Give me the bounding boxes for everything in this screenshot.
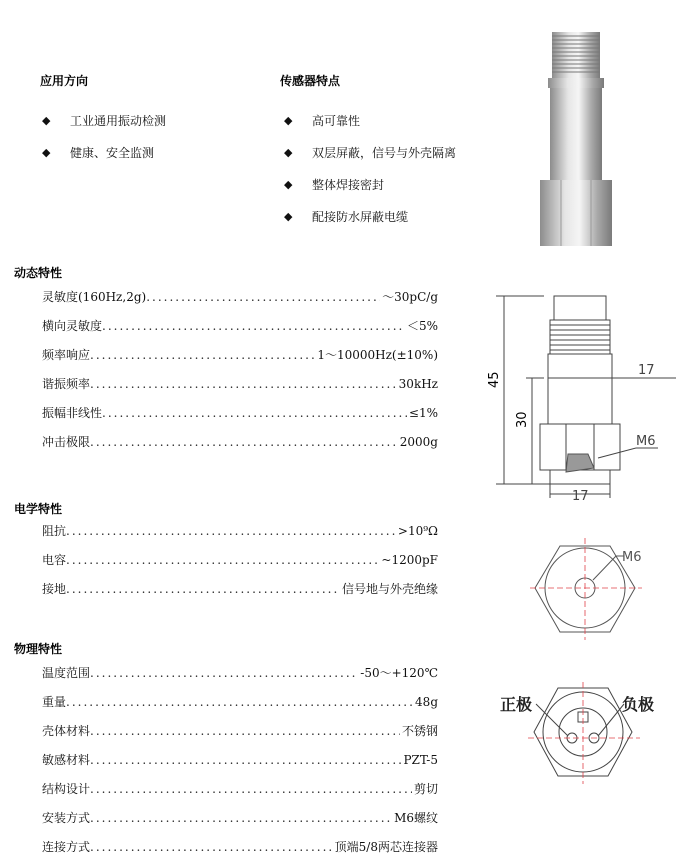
spec-label: 电容 (42, 553, 67, 567)
list-item (284, 104, 456, 136)
features-list (284, 104, 456, 232)
thread-label-side: M6 (636, 434, 656, 449)
list-item (42, 136, 166, 168)
physical-title: 物理特性 (14, 642, 63, 656)
leader-dots (66, 524, 396, 538)
sensor-photo (515, 30, 637, 254)
spec-label: 接地 (42, 582, 67, 596)
leader-dots (90, 840, 333, 854)
spec-row (42, 346, 438, 375)
dim-height-total: 45 (487, 371, 502, 388)
spec-value: ＜5% (406, 319, 438, 333)
spec-row (42, 433, 438, 462)
spec-row (42, 580, 438, 609)
application-item: 工业通用振动检测 (70, 113, 167, 128)
spec-label: 重量 (42, 695, 67, 709)
spec-value: 30kHz (398, 377, 438, 391)
leader-dots (90, 666, 358, 680)
spec-label: 频率响应 (42, 348, 91, 362)
feature-item: 配接防水屏蔽电缆 (312, 209, 409, 224)
spec-label: 谐振频率 (42, 377, 91, 391)
spec-value: ~1200pF (381, 553, 438, 567)
bottom-view-drawing (520, 536, 670, 646)
spec-value: ～30pC/g (382, 290, 438, 304)
spec-value: 顶端5/8两芯连接器 (334, 840, 438, 854)
spec-value: -50～+120℃ (360, 666, 438, 680)
leader-dots (90, 782, 412, 796)
spec-value: 2000g (399, 435, 438, 449)
positive-pole-label: 正极 (500, 695, 533, 714)
applications-title: 应用方向 (40, 74, 89, 88)
spec-value: M6螺纹 (394, 811, 438, 825)
list-item (284, 136, 456, 168)
feature-item: 双层屏蔽，信号与外壳隔离 (312, 145, 457, 160)
leader-dots (90, 724, 400, 738)
leader-dots (90, 435, 398, 449)
spec-label: 振幅非线性 (42, 406, 103, 420)
list-item (284, 168, 456, 200)
spec-row (42, 664, 438, 693)
spec-value: >10⁹Ω (397, 524, 438, 538)
spec-row (42, 317, 438, 346)
spec-label: 冲击极限 (42, 435, 91, 449)
physical-spec-list (42, 664, 438, 867)
spec-value: 48g (415, 695, 438, 709)
spec-row (42, 375, 438, 404)
diamond-bullet-icon: ◆ (42, 113, 51, 127)
spec-label: 温度范围 (42, 666, 91, 680)
spec-value: 1～10000Hz(±10%) (317, 348, 438, 362)
spec-label: 阻抗 (42, 524, 67, 538)
spec-row (42, 809, 438, 838)
spec-row (42, 404, 438, 433)
spec-row (42, 551, 438, 580)
leader-dots (90, 377, 397, 391)
spec-label: 壳体材料 (42, 724, 91, 738)
leader-dots (66, 582, 340, 596)
spec-label: 灵敏度(160Hz,2g) (42, 290, 147, 304)
leader-dots (90, 753, 401, 767)
spec-row (42, 693, 438, 722)
spec-label: 横向灵敏度 (42, 319, 103, 333)
spec-row (42, 722, 438, 751)
diamond-bullet-icon: ◆ (284, 113, 293, 127)
features-title: 传感器特点 (280, 74, 341, 88)
dynamic-title: 动态特性 (14, 266, 63, 280)
leader-dots (66, 695, 413, 709)
spec-value: 不锈钢 (401, 724, 438, 738)
electrical-spec-list (42, 522, 438, 609)
dim-height-body: 30 (515, 411, 530, 428)
spec-value: 信号地与外壳绝缘 (341, 582, 438, 596)
leader-dots (66, 553, 379, 567)
connector-top-view (500, 680, 680, 790)
list-item (42, 104, 166, 136)
spec-row (42, 288, 438, 317)
application-item: 健康、安全监测 (70, 145, 155, 160)
spec-label: 结构设计 (42, 782, 91, 796)
diamond-bullet-icon: ◆ (284, 177, 293, 191)
applications-list (42, 104, 166, 168)
list-item (284, 200, 456, 232)
dynamic-spec-list (42, 288, 438, 462)
leader-dots (102, 406, 407, 420)
spec-row (42, 522, 438, 551)
spec-label: 连接方式 (42, 840, 91, 854)
feature-item: 整体焊接密封 (312, 177, 385, 192)
negative-pole-label: 负极 (622, 695, 655, 714)
spec-row (42, 780, 438, 809)
leader-dots (102, 319, 405, 333)
leader-dots (90, 348, 315, 362)
feature-item: 高可靠性 (312, 113, 361, 128)
spec-value: 剪切 (413, 782, 438, 796)
leader-dots (146, 290, 380, 304)
spec-row (42, 751, 438, 780)
diamond-bullet-icon: ◆ (284, 145, 293, 159)
thread-label-bottom: M6 (622, 550, 642, 565)
leader-dots (90, 811, 392, 825)
side-view-drawing (486, 288, 686, 504)
spec-label: 安装方式 (42, 811, 91, 825)
dim-diameter-top: 17 (638, 363, 655, 378)
diamond-bullet-icon: ◆ (284, 209, 293, 223)
spec-value: ≤1% (408, 406, 438, 420)
electrical-title: 电学特性 (14, 502, 63, 516)
diamond-bullet-icon: ◆ (42, 145, 51, 159)
dim-diameter-bottom: 17 (572, 489, 589, 504)
spec-label: 敏感材料 (42, 753, 91, 767)
spec-value: PZT-5 (403, 753, 438, 767)
